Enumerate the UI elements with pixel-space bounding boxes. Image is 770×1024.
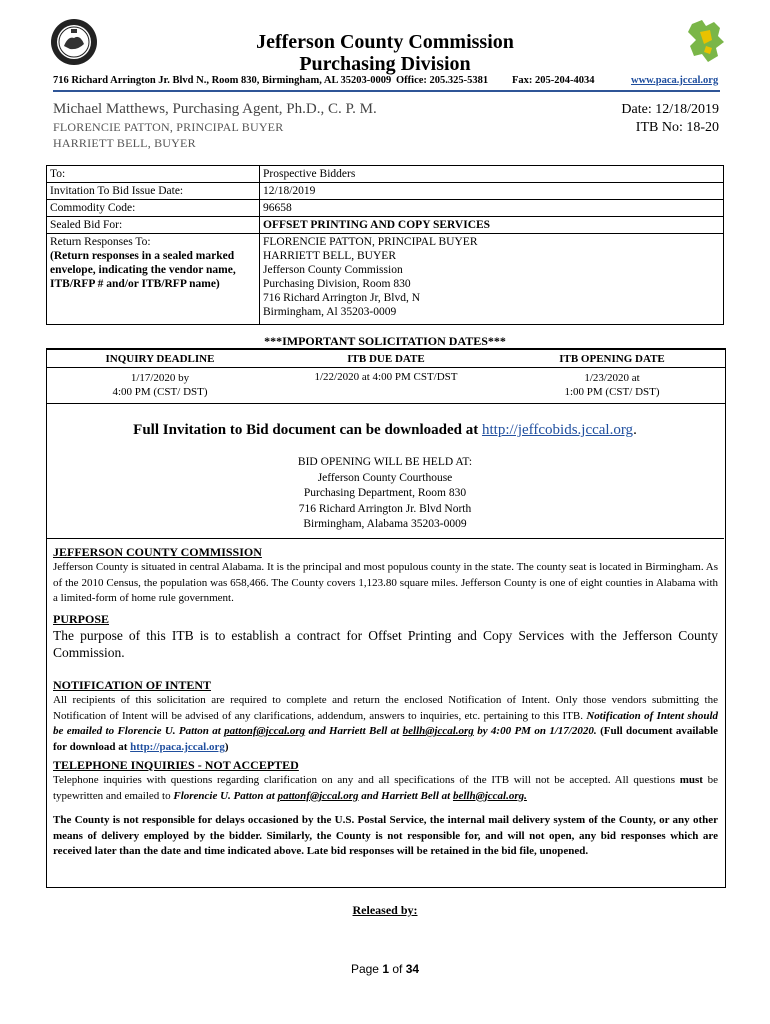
return-address-line: 716 Richard Arrington Jr, Blvd, N	[263, 292, 421, 304]
intent-instruction: and Harriett Bell at	[308, 725, 400, 737]
email-bell[interactable]: bellh@jccal.org	[402, 725, 474, 737]
return-address-line: Purchasing Division, Room 830	[263, 278, 411, 290]
email-patton[interactable]: pattonf@jccal.org	[224, 725, 306, 737]
commodity-code-label: Commodity Code:	[47, 200, 260, 217]
inquiry-deadline-label: INQUIRY DEADLINE	[105, 353, 215, 365]
intent-deadline: by 4:00 PM on 1/17/2020.	[477, 725, 597, 737]
intent-text: All recipients of this solicitation are required to complete and return the enclosed Notification of Intent. Only those vendors submitting the Notification of Intent will be advised of any clarifications, addendum, answers to inquiries, etc. pertaining to this ITB.	[53, 694, 718, 722]
itb-opening-date-label: ITB OPENING DATE	[559, 353, 665, 365]
itb-opening-date: 1/23/2020 at	[584, 372, 640, 384]
header-title: Jefferson County Commission	[256, 31, 514, 53]
telephone-text: Telephone inquiries with questions regarding clarification on any and all specifications of the ITB will not be accepted. All questions	[53, 774, 675, 786]
intent-paragraph	[53, 693, 718, 755]
sealed-bid-value: OFFSET PRINTING AND COPY SERVICES	[260, 217, 724, 234]
inquiry-deadline-time: 4:00 PM (CST/ DST)	[112, 386, 208, 398]
bid-info-table	[46, 165, 724, 325]
commission-section	[53, 545, 718, 607]
purpose-text: The purpose of this ITB is to establish a contract for Offset Printing and Copy Services with the Jefferson County Commission.	[53, 628, 718, 660]
important-dates-heading: ***IMPORTANT SOLICITATION DATES***	[264, 334, 506, 348]
issue-date-value: 12/18/2019	[260, 183, 724, 200]
header-office-phone: Office: 205.325-5381	[396, 75, 489, 86]
telephone-contact: and Harriett Bell at	[361, 789, 451, 802]
commodity-code-value: 96658	[260, 200, 724, 217]
intent-section	[53, 678, 718, 755]
telephone-section	[53, 758, 718, 804]
return-address-line: FLORENCIE PATTON, PRINCIPAL BUYER	[263, 236, 478, 248]
intent-instruction: Notification of Intent should be emailed to Florencie U. Patton at	[53, 709, 719, 737]
commission-heading: JEFFERSON COUNTY COMMISSION	[53, 545, 262, 559]
itb-due-date-label: ITB DUE DATE	[347, 353, 425, 365]
to-label: To:	[47, 166, 260, 183]
return-responses-note: (Return responses in a sealed marked envelope, indicating the vendor name, ITB/RFP # and/or ITB/RFP name)	[50, 250, 236, 290]
issue-date-label: Invitation To Bid Issue Date:	[47, 183, 260, 200]
bid-opening-line: Birmingham, Alabama 35203-0009	[303, 518, 467, 530]
purpose-heading: PURPOSE	[53, 612, 110, 626]
itb-opening-time: 1:00 PM (CST/ DST)	[564, 386, 660, 398]
page-total: 34	[405, 962, 420, 976]
download-notice	[0, 422, 770, 439]
page-of: of	[392, 962, 403, 976]
return-address-line: HARRIETT BELL, BUYER	[263, 250, 396, 262]
principal-buyer: FLORENCIE PATTON, PRINCIPAL BUYER	[53, 120, 284, 134]
telephone-text: be typewritten and emailed to	[53, 774, 719, 802]
telephone-must: must	[679, 774, 703, 786]
bid-opening-line: 716 Richard Arrington Jr. Blvd North	[298, 502, 472, 515]
telephone-paragraph	[53, 773, 718, 804]
download-link[interactable]: http://jeffcobids.jccal.org	[481, 422, 634, 438]
email-bell[interactable]: bellh@jccal.org.	[452, 789, 527, 802]
paca-link[interactable]: http://paca.jccal.org	[130, 740, 225, 753]
responsibility-text: The County is not responsible for delays occasioned by the U.S. Postal Service, the internal mail delivery system of the County, or any other means of delivery employed by the bidder. Similarly, the County is not responsible for, and will not open, any bid responses which are received later than the date and time indicated above. Late bid responses will be retained in the bid file, unopened.	[53, 814, 718, 857]
inquiry-deadline-date: 1/17/2020 by	[130, 372, 190, 384]
important-dates-box	[46, 348, 726, 404]
return-responses-cell	[47, 234, 260, 325]
buyer: HARRIETT BELL, BUYER	[53, 136, 196, 150]
itb-opening-date-value	[499, 371, 725, 399]
return-address-line: Jefferson County Commission	[263, 264, 403, 276]
download-text: Full Invitation to Bid document can be downloaded at	[133, 422, 479, 438]
issue-date: Date: 12/18/2019	[621, 102, 719, 117]
purpose-section	[53, 612, 718, 661]
itb-due-date-value: 1/22/2020 at 4:00 PM CST/DST	[314, 371, 458, 383]
intent-close: )	[224, 740, 229, 753]
section-divider	[46, 538, 724, 539]
return-address-cell	[260, 234, 724, 325]
header-address: 716 Richard Arrington Jr. Blvd N., Room 830, Birmingham, AL 35203-0009	[53, 75, 392, 86]
header-subtitle: Purchasing Division	[299, 53, 471, 75]
inquiry-deadline-value	[47, 371, 273, 399]
purchasing-agent: Michael Matthews, Purchasing Agent, Ph.D., C. P. M.	[53, 101, 377, 117]
header-fax: Fax: 205-204-4034	[512, 75, 595, 86]
page-prefix: Page	[350, 962, 379, 976]
page-number	[0, 962, 770, 976]
return-address-line: Birmingham, Al 35203-0009	[263, 306, 397, 318]
page-current: 1	[382, 962, 389, 976]
dates-header-rule	[47, 367, 725, 368]
bid-opening-line: Purchasing Department, Room 830	[303, 487, 467, 499]
itb-number: ITB No: 18-20	[635, 120, 719, 135]
released-by: Released by:	[352, 903, 418, 917]
bid-opening-heading: BID OPENING WILL BE HELD AT:	[297, 456, 473, 468]
sealed-bid-label: Sealed Bid For:	[47, 217, 260, 234]
telephone-contact: Florencie U. Patton at	[173, 789, 275, 802]
return-responses-label: Return Responses To:	[50, 236, 151, 248]
email-patton[interactable]: pattonf@jccal.org	[277, 789, 359, 802]
to-value: Prospective Bidders	[260, 166, 724, 183]
bid-opening-location	[0, 455, 770, 533]
telephone-heading: TELEPHONE INQUIRIES - NOT ACCEPTED	[53, 758, 299, 772]
download-period: .	[633, 422, 637, 438]
header-website-link[interactable]: www.paca.jccal.org	[631, 75, 719, 86]
dates-top-rule	[47, 349, 725, 350]
header-divider	[53, 90, 720, 92]
commission-text: Jefferson County is situated in central Alabama. It is the principal and most populous county in the state. The county seat is located in Birmingham. As of the 2010 Census, the population was 658,466. The County covers 1,123.80 square miles. Jefferson County is one of eight counties in Alabama with a limited-form of home rule government.	[53, 561, 718, 604]
intent-download-note: (Full document available for download at	[53, 725, 719, 753]
intent-heading: NOTIFICATION OF INTENT	[53, 678, 212, 692]
bid-opening-line: Jefferson County Courthouse	[317, 471, 453, 484]
